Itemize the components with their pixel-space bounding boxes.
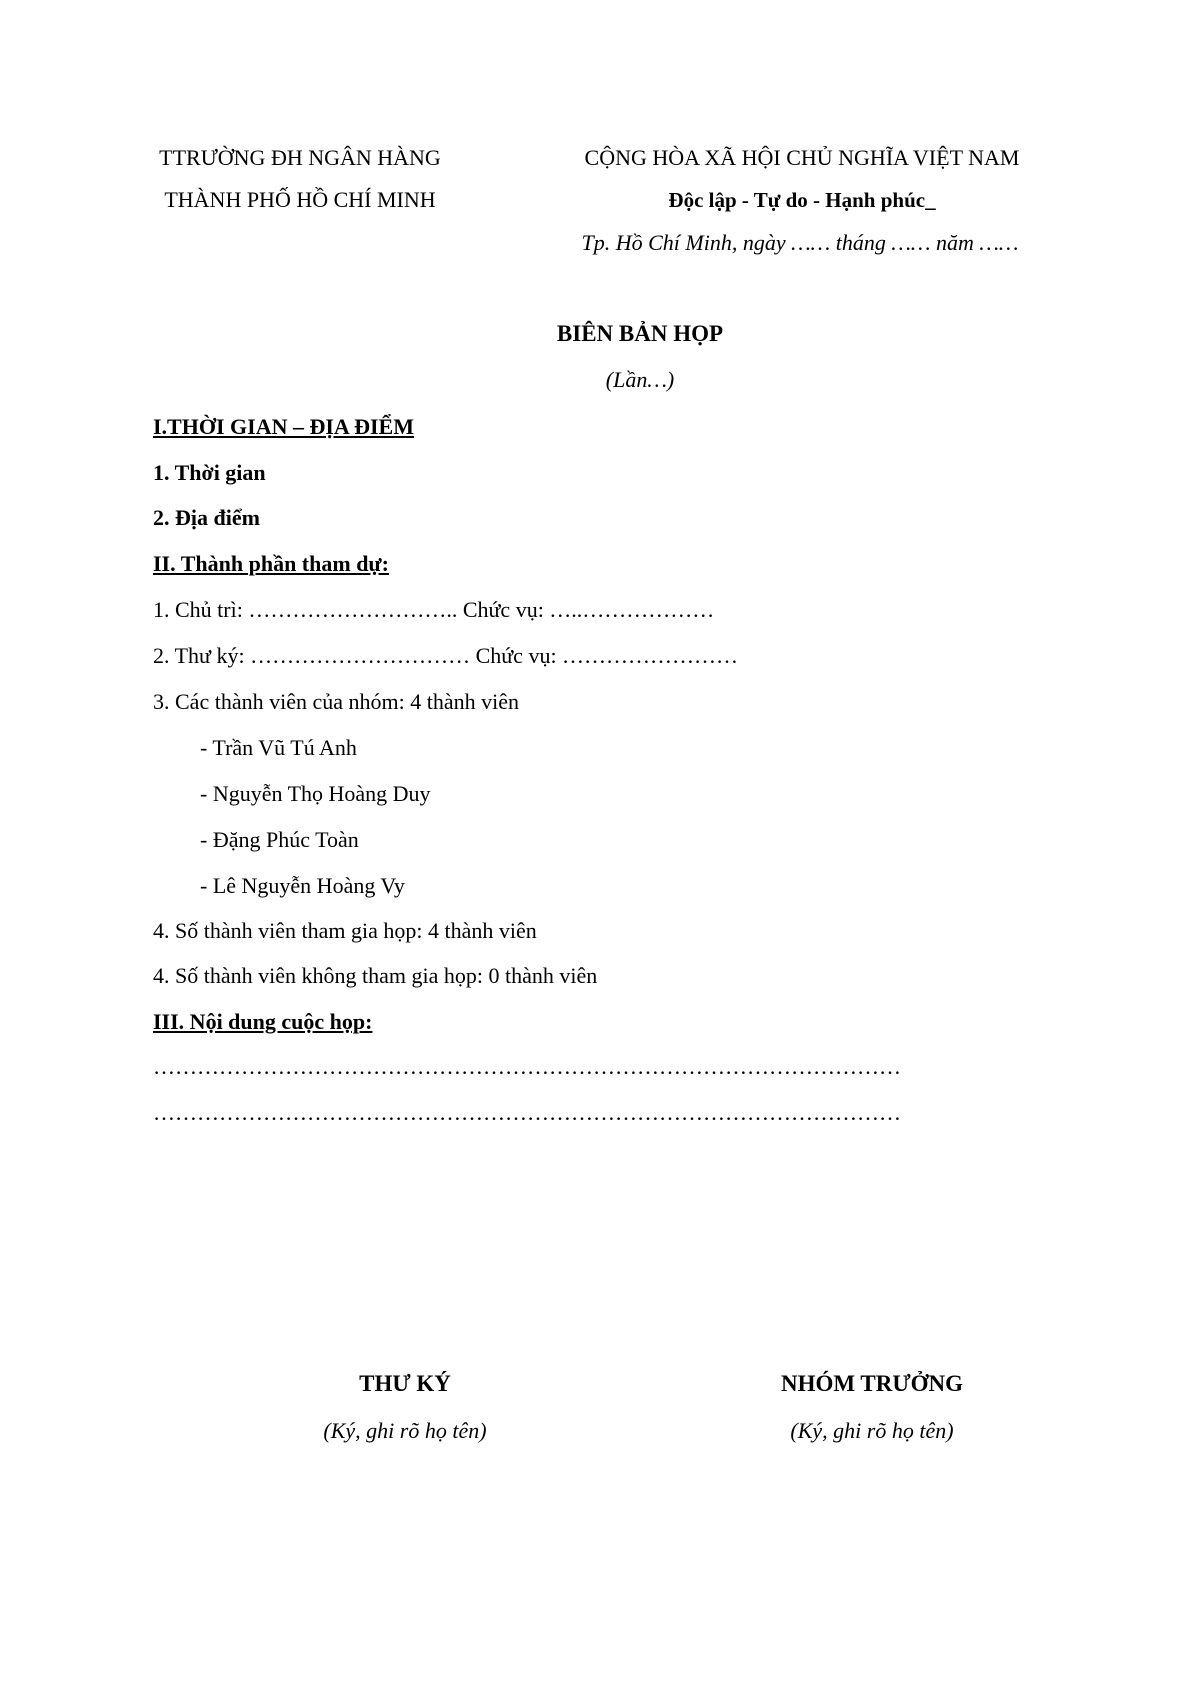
national-motto: Độc lập - Tự do - Hạnh phúc_ bbox=[668, 188, 936, 212]
document-subtitle: (Lần…) bbox=[605, 367, 675, 392]
location-label: 2. Địa điểm bbox=[153, 505, 260, 530]
content-dotted-line: ………………………………………………………………………………………… bbox=[153, 1100, 901, 1125]
secretary-signature-note: (Ký, ghi rõ họ tên) bbox=[323, 1418, 487, 1443]
secretary-line: 2. Thư ký: ………………………… Chức vụ: …………………… bbox=[153, 643, 739, 668]
content-dotted-line: ………………………………………………………………………………………… bbox=[153, 1054, 901, 1079]
section2-heading: II. Thành phần tham dự: bbox=[153, 551, 389, 576]
national-title: CỘNG HÒA XÃ HỘI CHỦ NGHĨA VIỆT NAM bbox=[584, 145, 1020, 170]
member-item: - Trần Vũ Tú Anh bbox=[200, 735, 357, 760]
absent-count: 4. Số thành viên không tham gia họp: 0 thành viên bbox=[153, 963, 598, 988]
leader-signature-title: NHÓM TRƯỞNG bbox=[780, 1371, 964, 1396]
member-item: - Đặng Phúc Toàn bbox=[200, 827, 359, 852]
leader-signature-note: (Ký, ghi rõ họ tên) bbox=[790, 1418, 954, 1443]
section1-heading: I.THỜI GIAN – ĐỊA ĐIỂM bbox=[153, 414, 414, 439]
secretary-signature-title: THƯ KÝ bbox=[359, 1371, 451, 1396]
chair-line: 1. Chủ trì: ……………………….. Chức vụ: …..……………… bbox=[153, 597, 715, 622]
member-item: - Lê Nguyễn Hoàng Vy bbox=[200, 873, 405, 898]
school-name-line1: TTRƯỜNG ĐH NGÂN HÀNG bbox=[159, 145, 441, 170]
date-line: Tp. Hồ Chí Minh, ngày …… tháng …… năm …… bbox=[581, 230, 1019, 255]
document-title: BIÊN BẢN HỌP bbox=[556, 321, 724, 346]
school-name-line2: THÀNH PHỐ HỒ CHÍ MINH bbox=[164, 187, 436, 212]
time-label: 1. Thời gian bbox=[153, 460, 266, 485]
member-item: - Nguyễn Thọ Hoàng Duy bbox=[200, 781, 431, 806]
section3-heading: III. Nội dung cuộc họp: bbox=[153, 1009, 373, 1034]
members-label: 3. Các thành viên của nhóm: 4 thành viên bbox=[153, 689, 519, 714]
attending-count: 4. Số thành viên tham gia họp: 4 thành viên bbox=[153, 918, 537, 943]
